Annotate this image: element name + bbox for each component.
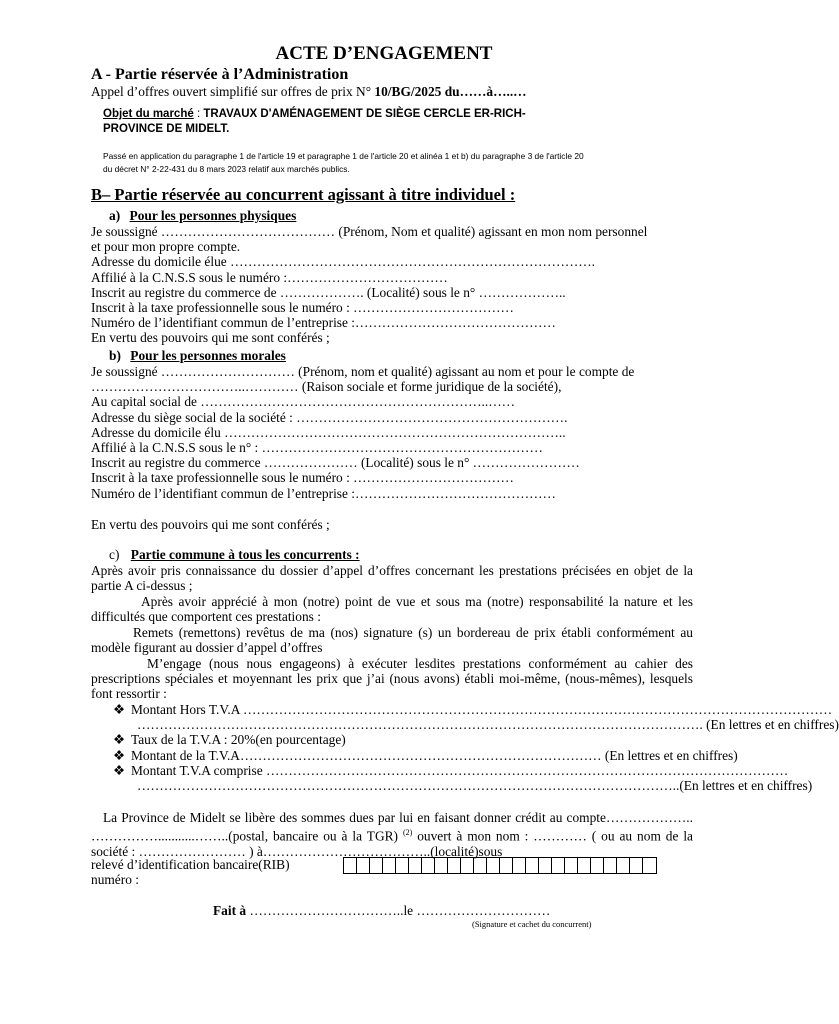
form-line: Numéro de l’identifiant commun de l’entreprise :……………………………………… (91, 485, 556, 501)
subsection-b-marker: b) (109, 348, 121, 363)
subsection-a-lines (91, 224, 693, 346)
montant-tva-item (113, 747, 738, 763)
montant-ttc-continuation: …………………………………………………………………………………………………………..(En lettres et en chiffres) (137, 778, 813, 794)
rib-cell[interactable] (461, 858, 474, 873)
subsection-a-title: Pour les personnes physiques (129, 208, 297, 223)
montant-ht-text: Montant Hors T.V.A …………………………………………………………………………………………………………………… (131, 702, 833, 717)
province-text: La Province de Midelt se libère des sommes dues par lui en faisant donner crédit au compte……………….. ……………...........……..(postal, bancaire ou à la TGR) (91, 810, 693, 844)
rib-cell[interactable] (643, 858, 656, 873)
province-text-end: ouvert à mon nom : ………… ( ou au nom de la société : …………………… ) à………………………………..(localité)sous (91, 828, 694, 859)
form-line: Je soussigné ………………………… (Prénom, nom et qualité) agissant au nom et pour le compte de (91, 364, 635, 379)
appel-offres-prefix: Appel d’offres ouvert simplifié sur offres de prix N° (91, 84, 375, 99)
form-line: Inscrit à la taxe professionnelle sous le numéro : ……………………………… (91, 300, 514, 316)
rib-cell[interactable] (604, 858, 617, 873)
rib-cell[interactable] (396, 858, 409, 873)
form-line: Numéro de l’identifiant commun de l’entreprise :……………………………………… (91, 315, 556, 331)
rib-cell[interactable] (357, 858, 370, 873)
form-line: Inscrit au registre du commerce ………………… (Localité) sous le n° …………………… (91, 455, 580, 471)
diamond-bullet-icon: ❖ (113, 702, 126, 717)
taux-tva-text: Taux de la T.V.A : 20%(en pourcentage) (131, 732, 346, 748)
form-line: Inscrit au registre du commerce de ………………. (Localité) sous le n° ……………….. (91, 284, 566, 300)
subsection-b-lines (91, 364, 693, 501)
rib-label: relevé d’identification bancaire(RIB) (91, 857, 290, 872)
subsection-c-heading (109, 547, 711, 562)
passe-line-1: Passé en application du paragraphe 1 de l'article 19 et paragraphe 1 de l'article 20 et alinéa 1 et b) du paragraphe 3 de l'article 20 (103, 151, 584, 161)
rib-cell[interactable] (565, 858, 578, 873)
rib-cell[interactable] (539, 858, 552, 873)
form-line: Adresse du domicile élue ………………………………………………………………………. (91, 254, 595, 270)
montant-tva-text: Montant de la T.V.A……………………………………………………………………… (En lettres et en chiffres) (131, 747, 738, 763)
rib-cell[interactable] (552, 858, 565, 873)
rib-cell[interactable] (513, 858, 526, 873)
subsection-b-heading (109, 348, 711, 363)
objet-line-2: PROVINCE DE MIDELT. (103, 123, 230, 135)
partie-commune-paragraph-3: Remets (remettons) revêtus de ma (nos) signature (s) un bordereau de prix établi conformément au modèle figurant au dossier d’appel d’offres (91, 625, 693, 656)
montant-ttc-text: Montant T.V.A comprise ……………………………………………………………………………………………………… (131, 762, 789, 778)
pouvoirs-line: En vertu des pouvoirs qui me sont conférés ; (91, 517, 330, 532)
fait-a-dots: ……………………………..le ………………………… (246, 903, 551, 918)
form-line: En vertu des pouvoirs qui me sont conférés ; (91, 330, 330, 346)
partie-commune-paragraph-4: M’engage (nous nous engageons) à exécuter lesdites prestations conformément au cahier des prescriptions spéciales et moyennant les prix que j’ai (nous avons) établi moi-même, (nous-mêmes), lesquels font ressortir : (91, 656, 693, 702)
section-b-heading: B– Partie réservée au concurrent agissant à titre individuel : (91, 185, 516, 204)
objet-separator: : (193, 108, 204, 120)
fait-a-line (213, 903, 693, 918)
rib-cell[interactable] (526, 858, 539, 873)
footnote-reference: (2) (402, 828, 413, 838)
rib-cell[interactable] (435, 858, 448, 873)
diamond-bullet-icon: ❖ (113, 762, 126, 778)
fait-a-label: Fait à (213, 903, 247, 918)
appel-offres-number: 10/BG/2025 du……à…..… (374, 84, 527, 99)
partie-commune-paragraph-1: Après avoir pris connaissance du dossier d’appel d’offres concernant les prestations précisées en objet de la partie A ci-dessus ; (91, 563, 693, 594)
rib-numero-label: numéro : (91, 872, 139, 887)
form-line: ……………………………..………… (Raison sociale et forme juridique de la société), (91, 379, 562, 395)
rib-cell[interactable] (617, 858, 630, 873)
subsection-c-title: Partie commune à tous les concurrents : (130, 547, 360, 562)
rib-cell[interactable] (383, 858, 396, 873)
objet-marche (103, 107, 603, 137)
objet-label: Objet du marché (103, 108, 194, 120)
rib-cell[interactable] (500, 858, 513, 873)
rib-cell[interactable] (344, 858, 357, 873)
form-line: Je soussigné ………………………………… (Prénom, Nom et qualité) agissant en mon nom personnel (91, 224, 648, 239)
rib-cell[interactable] (630, 858, 643, 873)
rib-cell[interactable] (591, 858, 604, 873)
subsection-b-title: Pour les personnes morales (130, 348, 286, 363)
rib-cell[interactable] (409, 858, 422, 873)
subsection-a-marker: a) (109, 208, 121, 223)
form-line: Adresse du domicile élu ………………………………………………………………….. (91, 424, 566, 440)
objet-line-1: TRAVAUX D'AMÉNAGEMENT DE SIÈGE CERCLE ER-RICH- (203, 108, 526, 120)
taux-tva-item (113, 732, 693, 747)
rib-cell[interactable] (487, 858, 500, 873)
section-a-heading (91, 66, 693, 84)
document-title: ACTE D’ENGAGEMENT (275, 43, 493, 64)
form-line: Inscrit à la taxe professionnelle sous le numéro : ……………………………… (91, 470, 514, 486)
section-a-title: A - Partie réservée à l’Administration (91, 66, 349, 83)
form-line: Au capital social de ………………………………………………………..…… (91, 394, 515, 410)
rib-cell[interactable] (474, 858, 487, 873)
form-line: Affilié à la C.N.S.S sous le n° : ……………………………………………………… (91, 440, 543, 456)
signature-caption: (Signature et cachet du concurrent) (472, 919, 592, 929)
subsection-a-heading (109, 208, 711, 223)
form-line: et pour mon propre compte. (91, 239, 241, 255)
rib-cell[interactable] (422, 858, 435, 873)
rib-cell[interactable] (370, 858, 383, 873)
passe-en-application (103, 150, 663, 175)
montant-ttc-item (113, 762, 789, 778)
passe-line-2: du décret N° 2-22-431 du 8 mars 2023 relatif aux marchés publics. (103, 163, 350, 174)
province-paragraph (91, 810, 693, 859)
diamond-bullet-icon: ❖ (113, 747, 126, 763)
montant-ht-item (113, 702, 833, 717)
form-line: Affilié à la C.N.S.S sous le numéro :……………………………… (91, 269, 448, 285)
form-line: Adresse du siège social de la société : ……………………………………………………. (91, 409, 568, 425)
rib-cell[interactable] (448, 858, 461, 873)
subsection-c-marker: c) (109, 547, 120, 562)
rib-cell[interactable] (578, 858, 591, 873)
appel-offres-line (91, 84, 693, 99)
diamond-bullet-icon: ❖ (113, 732, 126, 748)
montant-ht-continuation: ………………………………………………………………………………………………………………. (En lettres et en chiffres) (137, 717, 839, 733)
partie-commune-paragraph-2: Après avoir apprécié à mon (notre) point de vue et sous ma (notre) responsabilité la nature et les difficultés que comportent ces prestations : (91, 594, 693, 625)
montants-list (113, 702, 839, 794)
